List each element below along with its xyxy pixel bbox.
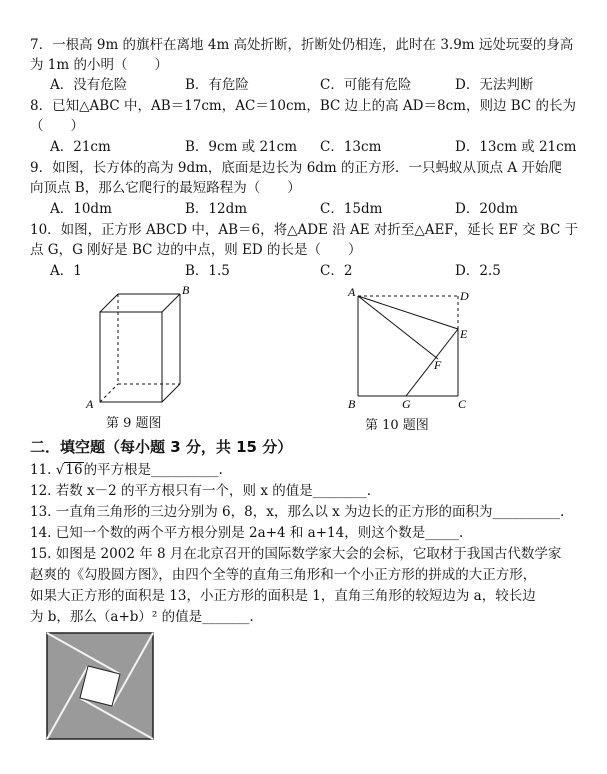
q15-line3: 如果大正方形的面积是 13，小正方形的面积是 1，直角三角形的较短边为 a，较长边 bbox=[30, 588, 536, 604]
fig10-label-e: E bbox=[460, 327, 468, 341]
q8-option-a[interactable]: A．21cm bbox=[50, 139, 111, 155]
q10-option-c[interactable]: C．2 bbox=[320, 263, 353, 279]
q8-option-c[interactable]: C．13cm bbox=[320, 139, 382, 155]
q9-option-d[interactable]: D．20dm bbox=[455, 201, 518, 217]
q11-line bbox=[30, 461, 223, 479]
fig9-label-a: A bbox=[86, 397, 94, 411]
inner-square bbox=[80, 666, 120, 706]
q9-stem-line2: 向顶点 B，那么它爬行的最短路程为（ ） bbox=[30, 180, 301, 196]
q9-option-a[interactable]: A．10dm bbox=[50, 201, 112, 217]
q10-stem-line2: 点 G，G 刚好是 BC 边的中点，则 ED 的长是（ ） bbox=[30, 242, 362, 258]
figure-9-caption: 第 9 题图 bbox=[106, 416, 162, 431]
q7-option-a[interactable]: A．没有危险 bbox=[50, 77, 128, 93]
q9-stem-line1: 9．如图，长方体的高为 9dm，底面是边长为 6dm 的正方形．一只蚂蚁从顶点 A 开始爬 bbox=[30, 160, 562, 176]
q8-stem-line2: （ ） bbox=[30, 118, 84, 134]
q8-stem-line1: 8．已知△ABC 中，AB＝17cm，AC＝10cm，BC 边上的高 AD＝8cm，则边 BC 的长为 bbox=[30, 98, 577, 114]
q7-option-c[interactable]: C．可能有危险 bbox=[320, 77, 412, 93]
q7-stem-line1: 7．一根高 9m 的旗杆在离地 4m 高处折断，折断处仍相连，此时在 3.9m 远处玩耍的身高 bbox=[30, 37, 574, 53]
fig9-label-b: B bbox=[182, 283, 190, 297]
q15-line4: 为 b，那么（a+b）² 的值是_______. bbox=[30, 609, 254, 625]
fig10-label-b: B bbox=[348, 397, 356, 411]
q11-radicand: 16 bbox=[65, 462, 83, 478]
figure-9-cuboid bbox=[80, 282, 200, 412]
fig10-label-a: A bbox=[348, 285, 356, 299]
q11-prefix: 11. bbox=[30, 462, 56, 478]
q13-line: 13. 一直角三角形的三边分别为 6，8，x，那么以 x 为边长的正方形的面积为__________. bbox=[30, 504, 565, 520]
figure-10-caption: 第 10 题图 bbox=[365, 418, 429, 433]
q9-option-c[interactable]: C．15dm bbox=[320, 201, 383, 217]
fig10-label-c: C bbox=[458, 397, 467, 411]
q8-option-b[interactable]: B．9cm 或 21cm bbox=[185, 139, 297, 155]
cuboid-front-face bbox=[100, 312, 162, 402]
section-2-heading: 二．填空题（每小题 3 分，共 15 分） bbox=[30, 438, 293, 456]
q14-line: 14. 已知一个数的两个平方根分别是 2a+4 和 a+14，则这个数是_____. bbox=[30, 525, 464, 541]
fig10-label-d: D bbox=[460, 289, 469, 303]
sqrt-icon: √ bbox=[55, 462, 65, 478]
fig10-label-f: F bbox=[434, 358, 442, 372]
q10-option-d[interactable]: D．2.5 bbox=[455, 263, 501, 279]
q10-stem-line1: 10．如图，正方形 ABCD 中，AB＝6，将△ADE 沿 AE 对折至△AEF，延长 EF 交 BC 于 bbox=[30, 222, 579, 238]
q7-option-d[interactable]: D．无法判断 bbox=[455, 77, 534, 93]
q15-line2: 赵爽的《勾股圆方图》，由四个全等的直角三角形和一个小正方形的拼成的大正方形， bbox=[30, 567, 537, 583]
q8-option-d[interactable]: D．13cm 或 21cm bbox=[455, 139, 577, 155]
q10-option-a[interactable]: A．1 bbox=[50, 263, 82, 279]
q10-option-b[interactable]: B．1.5 bbox=[185, 263, 230, 279]
zhao-shuang-diagram bbox=[46, 632, 154, 740]
q11-suffix: 的平方根是__________. bbox=[83, 462, 223, 478]
q15-line1: 15. 如图是 2002 年 8 月在北京召开的国际数学家大会的会标，它取材于我国古代数学家 bbox=[30, 546, 562, 562]
q7-option-b[interactable]: B．有危险 bbox=[185, 77, 249, 93]
fig10-label-g: G bbox=[402, 397, 411, 411]
q9-option-b[interactable]: B．12dm bbox=[185, 201, 248, 217]
q12-line: 12. 若数 x－2 的平方根只有一个，则 x 的值是________. bbox=[30, 483, 372, 499]
figure-10-square bbox=[340, 284, 480, 414]
q7-stem-line2: 为 1m 的小明（ ） bbox=[30, 57, 168, 73]
